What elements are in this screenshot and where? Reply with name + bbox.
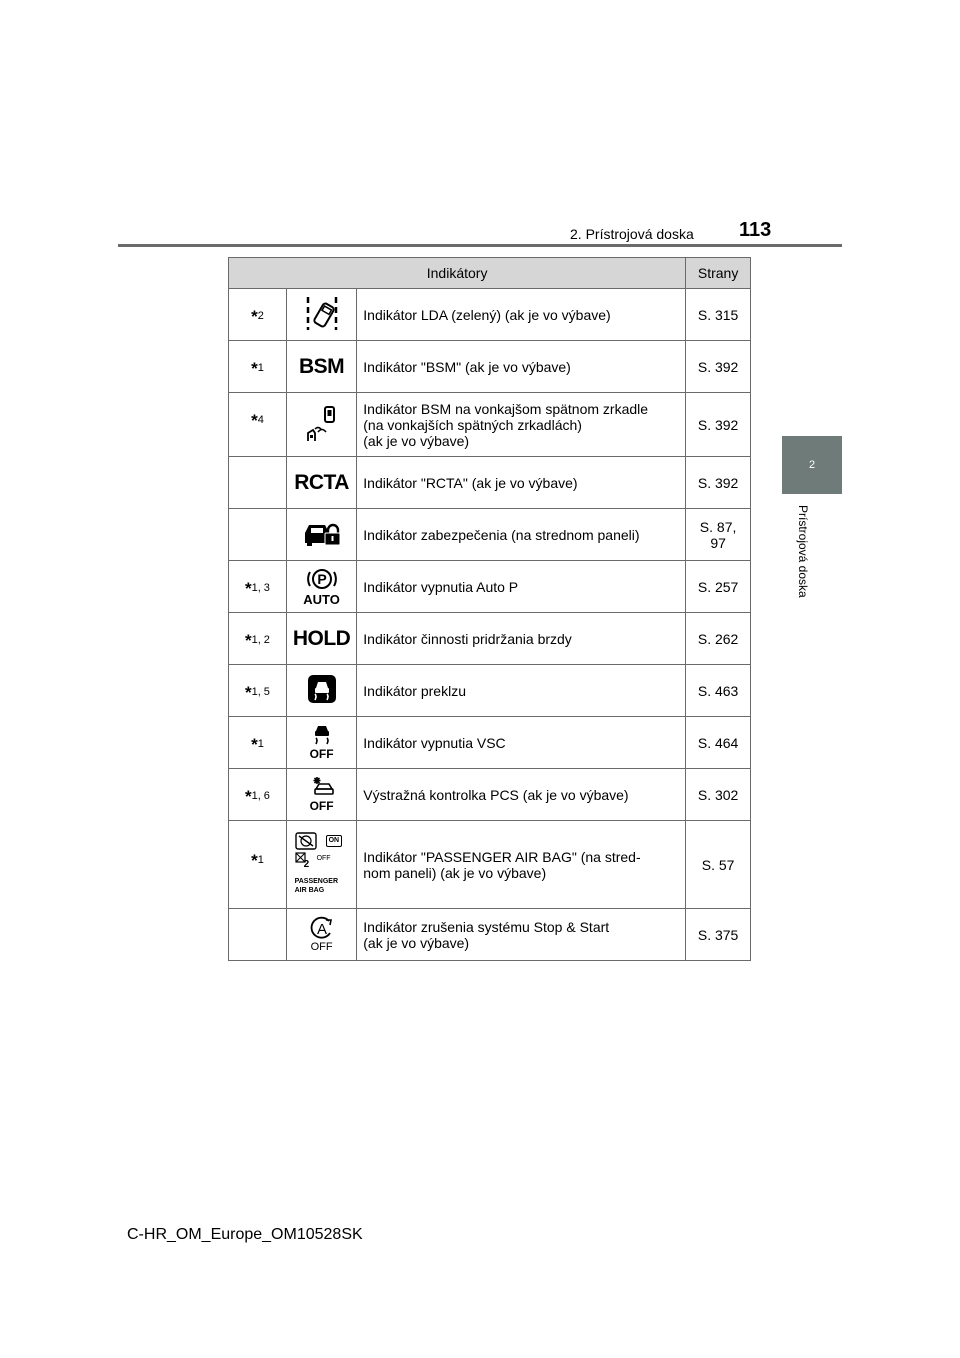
footnote-cell: *4 [229,393,287,457]
stop-start-letter: A [316,920,327,938]
icon-label: BSM [298,354,345,378]
footnote-ref: 1, 6 [251,790,270,802]
footnote-ref: 1 [257,738,264,750]
page-reference[interactable]: S. 392 [686,341,751,393]
document-code: C-HR_OM_Europe_OM10528SK [127,1226,363,1243]
airbag-on-badge: ON [326,835,343,847]
pcs-off-icon [286,769,356,821]
rcta-text-icon [286,457,356,509]
table-row [229,613,751,665]
footnote-cell: *1, 2 [229,613,287,665]
auto-p-letter: P [316,570,327,587]
chapter-number: 2 [808,459,816,471]
description-line: Indikátor vypnutia Auto P [363,578,519,595]
description-line: Indikátor preklzu [363,682,466,699]
table-row [229,909,751,961]
table-row [229,769,751,821]
indicator-description [357,341,686,393]
page-reference[interactable]: S. 315 [686,289,751,341]
footnote-cell: *1 [229,341,287,393]
column-header-pages: Strany [686,258,751,289]
footnote-cell: *1 [229,821,287,909]
table-row [229,509,751,561]
lane-departure-icon [286,289,356,341]
table-header-row [229,258,751,289]
section-title: 2. Prístrojová doska [570,226,694,242]
footnote-cell [229,509,287,561]
airbag-seat-number: 2 [303,858,310,870]
description-line: Indikátor vypnutia VSC [363,734,506,751]
indicator-description [357,769,686,821]
description-line: Výstražná kontrolka PCS (ak je vo výbave) [363,786,629,803]
indicator-description [357,717,686,769]
table-row [229,393,751,457]
page-reference[interactable]: S. 375 [686,909,751,961]
page-reference[interactable]: S. 57 [686,821,751,909]
icon-label: AUTO [303,591,340,607]
description-line: Indikátor "PASSENGER AIR BAG" (na stred- [363,848,641,865]
footnote-cell: *1 [229,717,287,769]
stop-start-off-icon [286,909,356,961]
indicator-description [357,509,686,561]
footnote-ref: 2 [257,310,264,322]
footnote-cell: *2 [229,289,287,341]
page-reference[interactable]: S. 392 [686,457,751,509]
footnote-cell: *1, 6 [229,769,287,821]
table-row [229,717,751,769]
table-row [229,821,751,909]
indicator-description [357,393,686,457]
footnote-ref: 4 [257,414,264,426]
footnote-cell [229,909,287,961]
vsc-off-icon [286,717,356,769]
footnote-ref: 1 [257,854,264,866]
footnote-cell: *1, 5 [229,665,287,717]
table-row [229,561,751,613]
indicator-description [357,289,686,341]
table-row [229,457,751,509]
indicator-table [228,257,751,961]
footnote-cell: *1, 3 [229,561,287,613]
airbag-off-label: OFF [316,854,331,862]
indicator-description [357,821,686,909]
description-line: (na vonkajších spätných zrkadlách) [363,416,582,433]
footnote-ref: 1, 3 [251,582,270,594]
mirror-bsm-icon [286,393,356,457]
description-line: (ak je vo výbave) [363,934,470,951]
indicator-description [357,457,686,509]
indicator-description [357,613,686,665]
icon-label: OFF [310,940,333,953]
footnote-cell [229,457,287,509]
icon-label: OFF [309,746,334,761]
page-reference[interactable]: S. 302 [686,769,751,821]
chapter-tab[interactable] [782,436,842,494]
page-reference[interactable]: S. 262 [686,613,751,665]
description-line: Indikátor LDA (zelený) (ak je vo výbave) [363,306,611,323]
page-reference[interactable]: S. 463 [686,665,751,717]
description-line: Indikátor zabezpečenia (na strednom paneli) [363,526,640,543]
description-line: (ak je vo výbave) [363,432,470,449]
table-row [229,289,751,341]
table-row [229,341,751,393]
footnote-ref: 1, 5 [251,686,270,698]
airbag-text-line2: AIR BAG [294,886,325,894]
description-line: Indikátor činnosti pridržania brzdy [363,630,572,647]
page-reference[interactable]: S. 87, 97 [686,509,751,561]
indicator-description [357,909,686,961]
icon-label: HOLD [292,626,351,650]
hold-text-icon [286,613,356,665]
indicator-description [357,561,686,613]
description-line: nom paneli) (ak je vo výbave) [363,864,547,881]
header-divider [118,244,842,247]
page-reference[interactable]: S. 392 [686,393,751,457]
airbag-on-symbol-icon [295,832,317,850]
description-line: Indikátor "BSM" (ak je vo výbave) [363,358,571,375]
footnote-ref: 1 [257,362,264,374]
bsm-text-icon [286,341,356,393]
footnote-ref: 1, 2 [251,634,270,646]
indicator-description [357,665,686,717]
chapter-label: Prístrojová doska [796,505,810,598]
page-reference[interactable]: S. 464 [686,717,751,769]
page-reference[interactable]: S. 257 [686,561,751,613]
passenger-airbag-icon [286,821,356,909]
description-line: Indikátor zrušenia systému Stop & Start [363,918,610,935]
page-number: 113 [739,219,772,241]
column-header-indicators: Indikátory [229,258,686,289]
slip-indicator-icon [286,665,356,717]
description-line: Indikátor BSM na vonkajšom spätnom zrkadle [363,400,649,417]
table-row [229,665,751,717]
auto-p-icon [286,561,356,613]
airbag-text-line1: PASSENGER [294,877,339,885]
icon-label: RCTA [294,470,349,494]
description-line: Indikátor "RCTA" (ak je vo výbave) [363,474,578,491]
icon-label: OFF [309,798,334,813]
security-lock-icon [286,509,356,561]
